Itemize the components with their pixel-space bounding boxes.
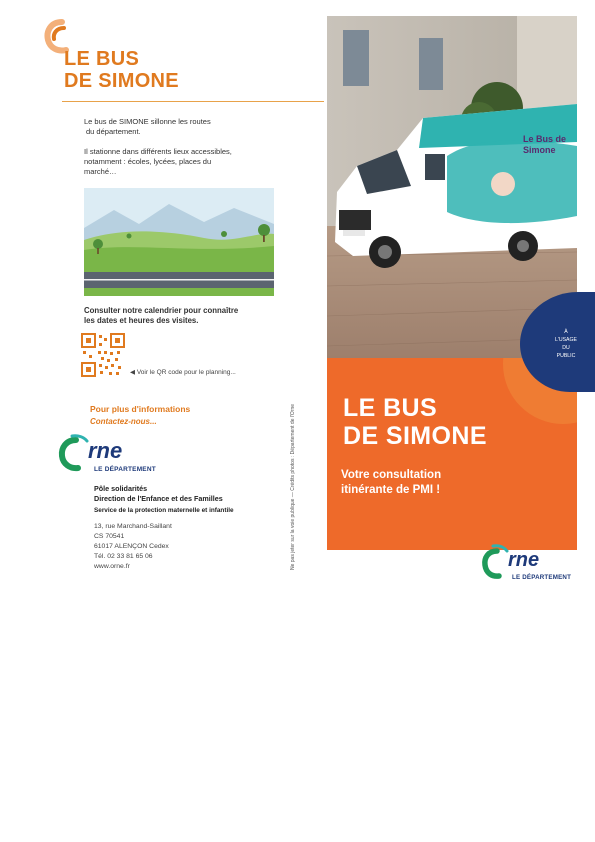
orne-wordmark: rne	[508, 549, 540, 571]
landscape-illustration	[84, 188, 274, 296]
service-name: Service de la protection maternelle et infantile	[94, 507, 234, 514]
calendar-callout: Consulter notre calendrier pour connaître les dates et heures des visites.	[84, 306, 239, 325]
service-heading: Pôle solidarités Direction de l'Enfance et des Familles	[94, 484, 223, 503]
orne-logo-cover	[480, 543, 590, 587]
intro-paragraph: Le bus de SIMONE sillonne les routes du département.	[84, 117, 211, 136]
orne-logo	[58, 434, 178, 478]
orne-o-icon	[58, 434, 92, 474]
legal-note: Ne pas jeter sur la voie publique — Crédits photos : Département de l'Orne	[290, 403, 296, 570]
department-label: LE DÉPARTEMENT	[512, 574, 572, 581]
qr-caption: ◀ Voir le QR code pour le planning...	[130, 369, 236, 376]
stops-paragraph: Il stationne dans différents lieux accessibles, notamment : écoles, lycées, places du marché…	[84, 147, 232, 176]
left-arrow-icon: ◀	[130, 369, 137, 376]
brochure-title: LE BUS DE SIMONE	[64, 48, 179, 92]
title-divider	[62, 101, 324, 102]
postal-address: 13, rue Marchand-Saillant CS 70541 61017 ALENÇON Cedex Tél. 02 33 81 65 06 www.orne.fr	[94, 523, 172, 570]
orne-wordmark: rne	[88, 438, 123, 463]
bus-side-text-2: Simone	[523, 145, 556, 155]
cover-title: LE BUS DE SIMONE	[343, 394, 487, 450]
qr-code-icon[interactable]	[80, 332, 126, 378]
public-use-label: À L'USAGE DU PUBLIC	[554, 329, 578, 359]
bus-side-text-1: Le Bus de	[523, 134, 567, 144]
cover-tagline: Votre consultation itinérante de PMI !	[341, 469, 442, 496]
department-label: LE DÉPARTEMENT	[94, 466, 156, 473]
contact-subheading: Contactez-nous...	[90, 417, 157, 426]
info-heading: Pour plus d'informations	[90, 404, 191, 414]
